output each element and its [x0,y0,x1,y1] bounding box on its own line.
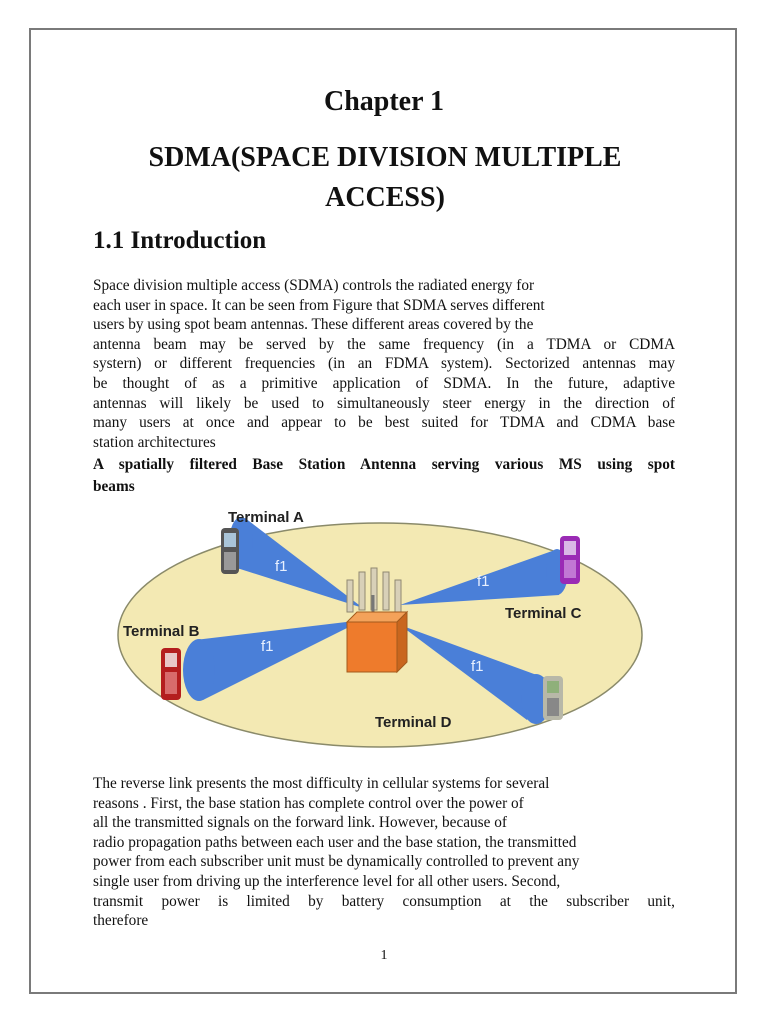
paragraph-line: many users at once and appear to be best suited for TDMA and CDMA base [93,414,675,432]
terminal-b-label: Terminal B [123,623,200,640]
paragraph-line: antennas will likely be used to simultaneously steer energy in the direction of [93,394,675,412]
paragraph-line: Space division multiple access (SDMA) controls the radiated energy for [93,277,535,294]
chapter-heading: Chapter 1 [323,86,445,117]
paragraph-line: systern) or different frequencies (in an FDMA system). Sectorized antennas may [93,355,675,373]
chapter-title-line: SDMA(SPACE DIVISION MULTIPLE [148,142,622,173]
reverse-link-paragraph [93,774,675,931]
sdma-figure [115,500,655,750]
section-heading: 1.1 Introduction [93,227,267,254]
paragraph-line: users by using spot beam antennas. These different areas covered by the [93,316,534,334]
terminal-d-label: Terminal D [375,714,452,731]
caption-line: beams [93,478,135,495]
intro-paragraph [93,276,675,452]
terminal-c-label: Terminal C [505,605,582,622]
paragraph-line: antenna beam may be served by the same frequency (in a TDMA or CDMA [93,335,675,353]
caption-line: A spatially filtered Base Station Antenna serving various MS using spot [93,456,675,473]
beam-label-a: f1 [275,558,288,575]
paragraph-line: station architectures [93,433,216,451]
paragraph-line: reasons . First, the base station has complete control over the power of [93,794,524,812]
base-station-icon [347,612,407,672]
beam-terminal-b-tip [183,639,215,701]
beam-label-d: f1 [471,658,484,675]
paragraph-line: power from each subscriber unit must be dynamically controlled to prevent any [93,853,580,871]
beam-label-c: f1 [477,573,490,590]
paragraph-line: radio propagation paths between each user and the base station, the transmitted [93,833,577,851]
terminal-a-label: Terminal A [228,509,304,526]
phone-terminal-a-icon [221,528,239,574]
paragraph-line: The reverse link presents the most difficulty in cellular systems for several [93,775,550,792]
paragraph-line: therefore [93,912,149,930]
paragraph-line: single user from driving up the interference level for all other users. Second, [93,872,561,890]
figure-caption [93,454,675,498]
chapter-title [100,138,670,218]
paragraph-line: all the transmitted signals on the forward link. However, because of [93,814,507,832]
paragraph-line: each user in space. It can be seen from Figure that SDMA serves different [93,296,545,314]
paragraph-line: be thought of as a primitive application of SDMA. In the future, adaptive [93,374,675,392]
page-number: 1 [380,948,388,963]
phone-terminal-c-icon [560,536,580,584]
phone-terminal-b-icon [161,648,181,700]
paragraph-line: transmit power is limited by battery consumption at the subscriber unit, [93,892,675,910]
phone-terminal-d-icon [543,676,563,720]
beam-label-b: f1 [261,638,274,655]
chapter-title-line: ACCESS) [325,182,445,213]
